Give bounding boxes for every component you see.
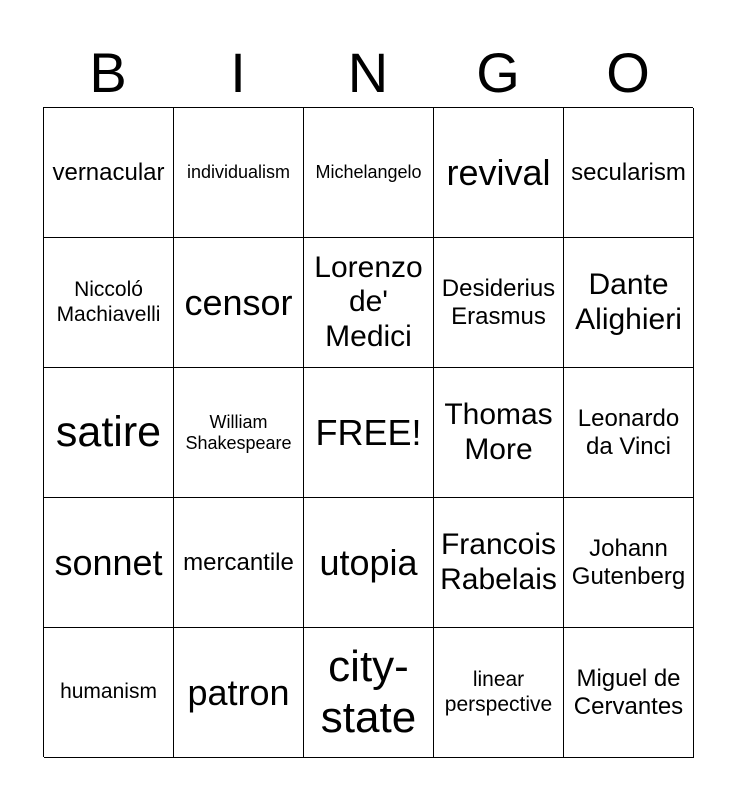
cell-text: Lorenzo de' Medici: [314, 250, 423, 353]
cell-text: secularism: [571, 158, 686, 186]
bingo-cell[interactable]: [174, 238, 304, 368]
bingo-cell[interactable]: [44, 368, 174, 498]
bingo-cell[interactable]: [304, 498, 434, 628]
bingo-cell[interactable]: [174, 368, 304, 498]
bingo-cell[interactable]: [564, 108, 694, 238]
cell-text: Desiderius Erasmus: [441, 274, 556, 330]
bingo-cell[interactable]: [44, 498, 174, 628]
cell-text: censor: [184, 281, 293, 323]
header-letter-g: G: [476, 41, 520, 104]
bingo-cell[interactable]: [174, 108, 304, 238]
bingo-cell[interactable]: [434, 238, 564, 368]
cell-text: mercantile: [183, 548, 294, 576]
bingo-cell[interactable]: [304, 368, 434, 498]
bingo-cell[interactable]: [304, 108, 434, 238]
bingo-cell[interactable]: [434, 368, 564, 498]
header-letter-o: O: [606, 41, 650, 104]
cell-text: Miguel de Cervantes: [573, 664, 684, 720]
bingo-header: [43, 40, 693, 106]
cell-text: linear perspective: [444, 668, 553, 716]
bingo-cell[interactable]: [564, 368, 694, 498]
cell-text: humanism: [60, 680, 157, 704]
cell-text: William Shakespeare: [185, 411, 292, 453]
header-letter-n: N: [347, 41, 389, 104]
cell-text: Niccoló Machiavelli: [56, 278, 161, 326]
cell-text: patron: [187, 671, 290, 713]
cell-text: utopia: [319, 541, 418, 583]
header-letter-b: B: [89, 41, 127, 104]
bingo-cell[interactable]: [44, 108, 174, 238]
bingo-cell[interactable]: [304, 628, 434, 758]
cell-text: revival: [446, 151, 551, 193]
bingo-cell[interactable]: [434, 628, 564, 758]
bingo-board: [43, 107, 693, 757]
cell-text: FREE!: [315, 411, 422, 453]
cell-text: Johann Gutenberg: [571, 534, 686, 590]
bingo-cell[interactable]: [434, 498, 564, 628]
header-letter-i: I: [230, 41, 246, 104]
bingo-cell[interactable]: [564, 238, 694, 368]
bingo-cell[interactable]: [564, 498, 694, 628]
cell-text: Michelangelo: [315, 162, 422, 183]
cell-text: vernacular: [52, 158, 165, 186]
bingo-cell[interactable]: [44, 628, 174, 758]
cell-text: individualism: [186, 162, 291, 183]
cell-text: Dante Alighieri: [575, 268, 682, 336]
bingo-cell[interactable]: [304, 238, 434, 368]
cell-text: city-state: [320, 641, 417, 742]
cell-text: sonnet: [54, 541, 163, 583]
bingo-cell[interactable]: [174, 498, 304, 628]
bingo-cell[interactable]: [174, 628, 304, 758]
cell-text: Thomas More: [444, 398, 553, 466]
cell-text: Francois Rabelais: [440, 528, 557, 596]
bingo-cell[interactable]: [434, 108, 564, 238]
bingo-cell[interactable]: [44, 238, 174, 368]
cell-text: Leonardo da Vinci: [577, 404, 680, 460]
cell-text: satire: [55, 407, 162, 456]
bingo-cell[interactable]: [564, 628, 694, 758]
